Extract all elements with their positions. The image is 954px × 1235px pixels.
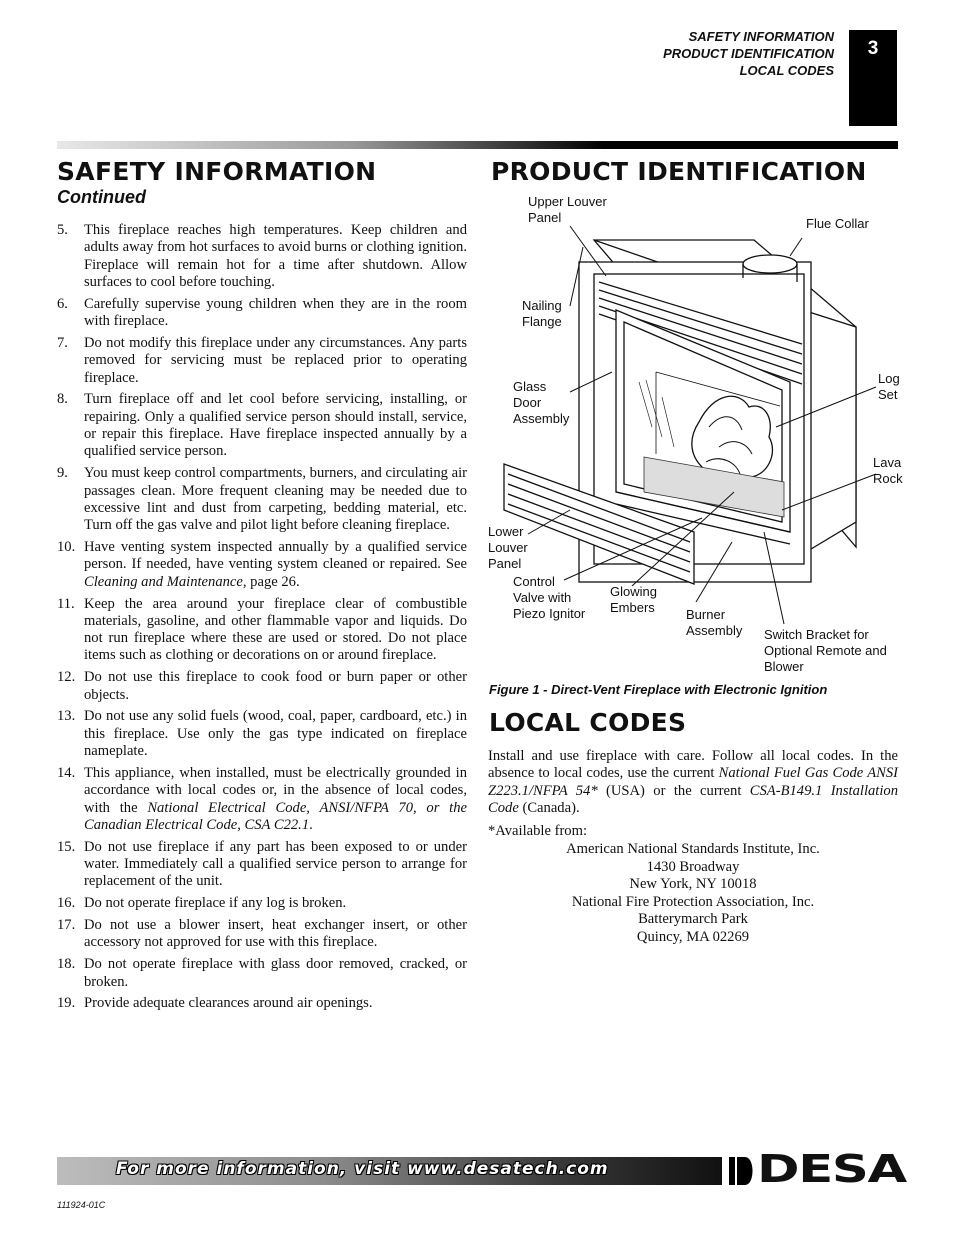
available-from: *Available from:: [488, 823, 588, 839]
list-item: 18. Do not operate fireplace with glass door removed, cracked, or broken.: [57, 956, 467, 990]
list-item: 9. You must keep control compartments, burners, and circulating air passages clean. More frequent cleaning may be needed due to excessive lint and dust from carpeting, bedding material, etc. Turn off the gas valve and pilot light before cleaning fireplace.: [57, 465, 467, 534]
address-line: Batterymarch Park: [638, 911, 748, 927]
fireplace-diagram: [484, 192, 904, 678]
list-item: 8. Turn fireplace off and let cool before servicing, installing, or repairing. Only a qualified service person should install, service, or repair this fireplace. Have fireplace inspected annually by a qualified service person.: [57, 391, 467, 460]
list-item: 7. Do not modify this fireplace under any circumstances. Any parts removed for servicing must be replaced prior to operating fireplace.: [57, 334, 467, 386]
safety-subtitle: Continued: [57, 187, 146, 207]
label-switch-bracket: Switch Bracket for Optional Remote and Blower: [764, 627, 887, 674]
logo-mark-icon: [727, 1153, 757, 1189]
safety-list: [57, 222, 467, 1017]
local-codes-title: LOCAL CODES: [489, 708, 687, 737]
label-control-valve: Control Valve with Piezo Ignitor: [513, 574, 586, 621]
header-line: PRODUCT IDENTIFICATION: [663, 46, 834, 61]
label-glass-door: Glass Door Assembly: [513, 379, 570, 426]
list-item: 17. Do not use a blower insert, heat exchanger insert, or other accessory not approved for use with this fireplace.: [57, 917, 467, 951]
header-rule: [57, 141, 898, 149]
label-glowing-embers: Glowing Embers: [610, 584, 657, 615]
label-flue-collar: Flue Collar: [806, 216, 869, 231]
page-number: 3: [849, 30, 897, 126]
list-item: 14. This appliance, when installed, must be electrically grounded in accordance with local codes or, in the absence of local codes, with the National Electrical Code, ANSI/NFPA 70, or the Canadian Electrical Code, CSA C22.1.: [57, 764, 467, 833]
label-nailing-flange: Nailing Flange: [522, 298, 562, 329]
desa-logo: [727, 1147, 906, 1191]
list-item: 16. Do not operate fireplace if any log is broken.: [57, 895, 347, 912]
list-item: 13. Do not use any solid fuels (wood, coal, paper, cardboard, etc.) in this fireplace. Use only the gas type indicated on fireplace nameplate.: [57, 708, 467, 760]
list-item: 5. This fireplace reaches high temperatures. Keep children and adults away from hot surfaces to avoid burns or clothing ignition. Fireplace will remain hot for a time after shutdown. Allow surfaces to cool before touching.: [57, 222, 467, 290]
header-line: SAFETY INFORMATION: [688, 29, 834, 44]
list-item: 11. Keep the area around your fireplace clear of combustible materials, gasoline, and other flammable vapor and liquids. Do not run fireplace where these are used or stored. Do not place items such as clothing or decorations on or around fireplace.: [57, 595, 467, 664]
label-log-set: Log Set: [878, 371, 900, 402]
address-line: American National Standards Institute, Inc.: [566, 841, 820, 857]
header-line: LOCAL CODES: [739, 63, 834, 78]
label-lava-rock: Lava Rock: [873, 455, 903, 486]
list-item: 12. Do not use this fireplace to cook food or burn paper or other objects.: [57, 669, 467, 703]
product-title: PRODUCT IDENTIFICATION: [491, 157, 867, 186]
running-header: [663, 28, 834, 79]
address-block: [488, 841, 898, 946]
label-upper-louver: Upper Louver Panel: [528, 194, 607, 225]
list-item: 19. Provide adequate clearances around air openings.: [57, 995, 373, 1012]
address-line: Quincy, MA 02269: [636, 928, 750, 945]
address-line: 1430 Broadway: [646, 858, 740, 875]
local-codes-paragraph: Install and use fireplace with care. Follow all local codes. In the absence to local codes, use the current National Fuel Gas Code ANSI Z223.1/NFPA 54* (USA) or the current CSA-B149.1 Installation Code (Canada).: [488, 748, 898, 816]
address-line: National Fire Protection Association, Inc.: [571, 893, 815, 910]
list-item: 6. Carefully supervise young children when they are in the room with fireplace.: [57, 295, 467, 330]
address-line: New York, NY 10018: [629, 876, 757, 892]
safety-title: SAFETY INFORMATION: [57, 157, 377, 186]
label-burner: Burner Assembly: [686, 607, 743, 638]
footer-link[interactable]: For more information, visit www.desatech.com: [116, 1159, 609, 1179]
list-item: 10. Have venting system inspected annually by a qualified service person. If needed, have venting system cleaned or repaired. See Cleaning and Maintenance, page 26.: [57, 539, 467, 590]
figure-caption: Figure 1 - Direct-Vent Fireplace with Electronic Ignition: [489, 682, 828, 697]
list-item: 15. Do not use fireplace if any part has been exposed to or under water. Immediately call a qualified service person to arrange for replacement of the unit.: [57, 838, 467, 890]
logo-text: DESA: [757, 1147, 906, 1191]
document-number: 111924-01C: [57, 1200, 106, 1210]
label-lower-louver: Lower Louver Panel: [488, 524, 528, 571]
